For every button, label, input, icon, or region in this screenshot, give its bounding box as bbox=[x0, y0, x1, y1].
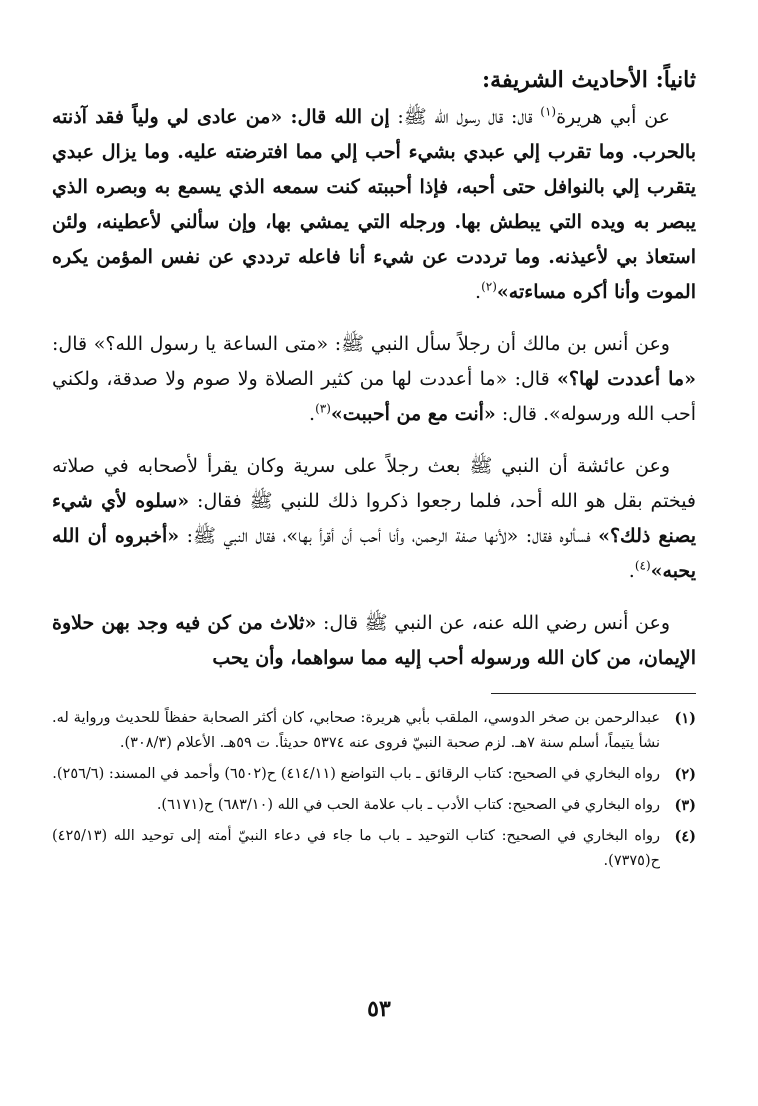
footnote-text: رواه البخاري في الصحيح: كتاب الأدب ـ باب علامة الحب في الله (٦٨٣/١٠) ح(٦١٧١). bbox=[156, 797, 660, 813]
text-run: . bbox=[475, 281, 482, 303]
hadith-quote: «ما أعددت لها؟» bbox=[557, 368, 696, 390]
footnote-1 bbox=[52, 706, 696, 756]
hadith-quote: «أنت مع من أحببت» bbox=[330, 403, 496, 425]
footnote-marker: (٣) bbox=[315, 401, 331, 416]
footnote-number: (٤) bbox=[674, 828, 696, 845]
text-run: قال: قال رسول الله ﷺ: bbox=[389, 106, 541, 128]
hadith-paragraph-2 bbox=[52, 327, 696, 432]
footnote-separator bbox=[491, 693, 696, 694]
section-heading: ثانياً: الأحاديث الشريفة: bbox=[482, 67, 696, 93]
hadith-quote: «أخبروه أن الله يحبه» bbox=[52, 525, 696, 582]
text-run: وعن عائشة أن النبي ﷺ بعث رجلاً على سرية وكان يقرأ لأصحابه في صلاته فيختم بقل هو الله أحد، فلما رجعوا ذكروا ذلك للنبي ﷺ فقال: bbox=[52, 455, 697, 512]
footnote-marker: (٢) bbox=[481, 279, 497, 294]
text-run: فسألوه فقال: «لأنها صفة الرحمن، وأنا أحب أن أقرأ بها»، فقال النبي ﷺ: bbox=[179, 525, 599, 547]
footnote-4 bbox=[52, 824, 696, 874]
footnotes bbox=[52, 706, 696, 874]
hadith-quote: «ثلاث من كن فيه وجد بهن حلاوة الإيمان، من كان الله ورسوله أحب إليه مما سواهما، وأن يحب bbox=[52, 612, 696, 669]
footnote-2 bbox=[52, 762, 696, 787]
footnote-text: رواه البخاري في الصحيح: كتاب الرقائق ـ باب التواضع (٤١٤/١١) ح(٦٥٠٢) وأحمد في المسند: (٢٥٦/٦). bbox=[52, 766, 660, 782]
text-run: . bbox=[628, 560, 635, 582]
footnote-text: عبدالرحمن بن صخر الدوسي، الملقب بأبي هريرة: صحابي، كان أكثر الصحابة حفظاً للحديث ورواية له. نشأ يتيماً، أسلم سنة ٧هـ. لزم صحبة النبيّ فروى عنه ٥٣٧٤ حديثاً. ت ٥٩هـ. الأعلام (٣٠٨/٣). bbox=[52, 710, 660, 751]
hadith-quote: «سلوه لأي شيء يصنع ذلك؟» bbox=[52, 490, 696, 547]
text-run: وعن أنس رضي الله عنه، عن النبي ﷺ قال: bbox=[316, 612, 670, 634]
footnote-number: (٢) bbox=[674, 766, 696, 783]
hadith-paragraph-1 bbox=[52, 100, 696, 310]
footnote-3 bbox=[52, 793, 696, 818]
footnote-number: (٣) bbox=[674, 797, 696, 814]
hadith-quote: إن الله قال: «من عادى لي ولياً فقد آذنته بالحرب. وما تقرب إلي عبدي بشيء أحب إلي مما افترضته عليه. وما يزال عبدي يتقرب إلي بالنوافل حتى أحبه، فإذا أحببته كنت سمعه الذي يسمع به وبصره الذي يبصر به ويده التي يبطش بها. ورجله التي يمشي بها، وإن سألني لأعطينه، ولئن استعاذ بي لأعيذنه. وما ترددت عن شيء أنا فاعله ترددي عن نفس المؤمن يكره الموت وأنا أكره مساءته» bbox=[52, 106, 696, 303]
text-run: . bbox=[309, 403, 316, 425]
footnote-marker: (١) bbox=[540, 104, 557, 119]
hadith-paragraph-4 bbox=[52, 606, 696, 676]
text-run: عن أبي هريرة bbox=[556, 106, 670, 128]
hadith-paragraph-3 bbox=[52, 449, 696, 589]
footnote-number: (١) bbox=[674, 710, 696, 727]
text-run: وعن أنس بن مالك أن رجلاً سأل النبي ﷺ: «متى الساعة يا رسول الله؟» قال: bbox=[52, 333, 670, 355]
footnote-marker: (٤) bbox=[634, 558, 651, 573]
page-number: ٥٣ bbox=[367, 996, 391, 1022]
text-run: قال: «ما أعددت لها من كثير الصلاة ولا صوم ولا صدقة، ولكني أحب الله ورسوله». قال: bbox=[52, 368, 696, 425]
footnote-text: رواه البخاري في الصحيح: كتاب التوحيد ـ باب ما جاء في دعاء النبيّ أمته إلى توحيد الله (٤٢٥/١٣) ح(٧٣٧٥). bbox=[52, 828, 660, 869]
